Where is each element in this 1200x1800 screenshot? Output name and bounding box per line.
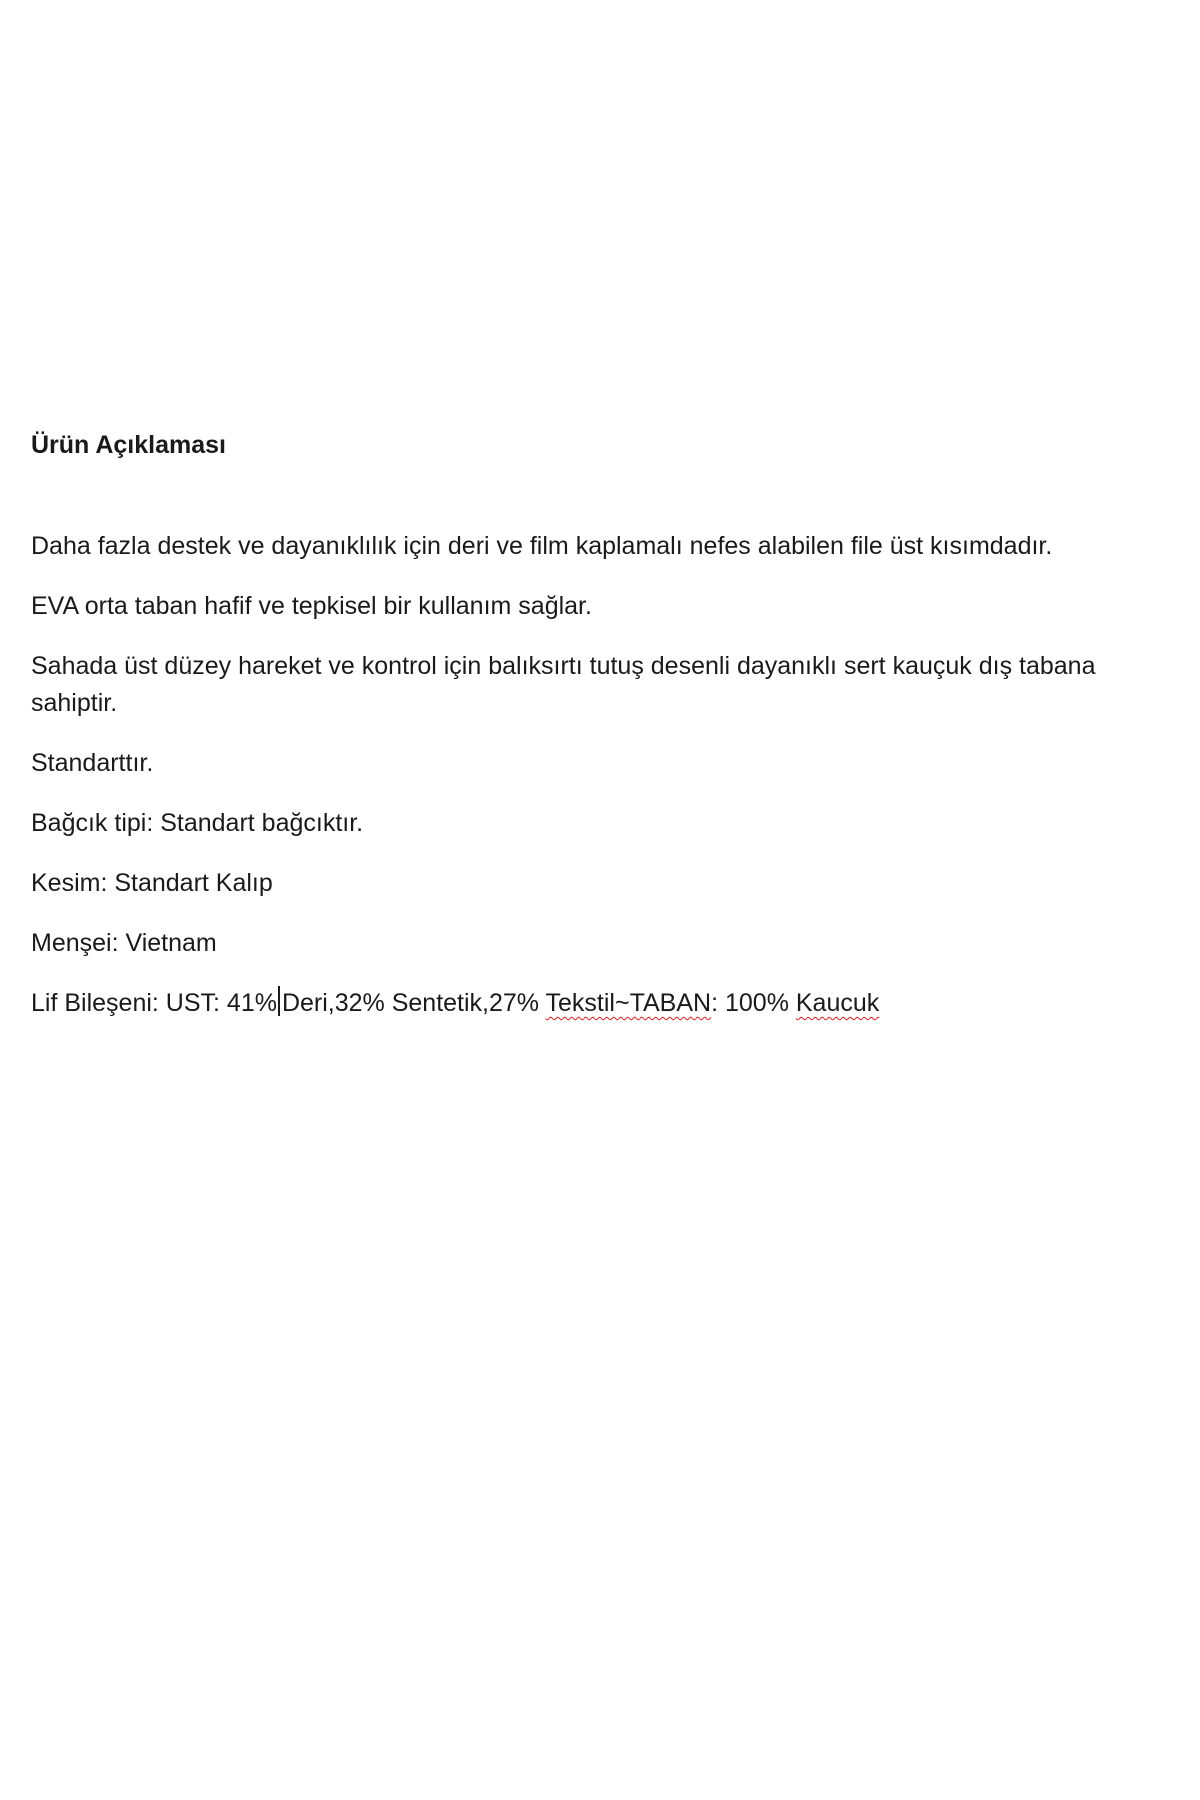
fiber-text-part3: : 100%: [711, 989, 796, 1017]
paragraph-midsole: EVA orta taban hafif ve tepkisel bir kullanım sağlar.: [31, 592, 592, 620]
fiber-text-part2: Deri,32% Sentetik,27%: [281, 989, 546, 1017]
spelling-error-word[interactable]: Kaucuk: [795, 989, 880, 1017]
paragraph-outsole: Sahada üst düzey hareket ve kontrol için balıksırtı tutuş desenli dayanıklı sert kauçuk dış tabana sahiptir.: [31, 652, 1096, 717]
document-title: Ürün Açıklaması: [31, 431, 226, 459]
document-body: [31, 428, 1171, 1045]
paragraph-upper: Daha fazla destek ve dayanıklılık için deri ve film kaplamalı nefes alabilen file üst kısımdadır.: [31, 532, 1053, 560]
paragraph-standard: Standarttır.: [31, 749, 154, 777]
spelling-error-word[interactable]: Tekstil~TABAN: [545, 989, 712, 1017]
paragraph-origin: Menşei: Vietnam: [31, 929, 217, 957]
text-cursor: [278, 986, 280, 1016]
paragraph-lace-type: Bağcık tipi: Standart bağcıktır.: [31, 809, 364, 837]
fiber-text-part1: Lif Bileşeni: UST: 41%: [31, 989, 277, 1017]
paragraph-cut: Kesim: Standart Kalıp: [31, 869, 273, 897]
paragraph-fiber-composition[interactable]: [31, 985, 1171, 1022]
